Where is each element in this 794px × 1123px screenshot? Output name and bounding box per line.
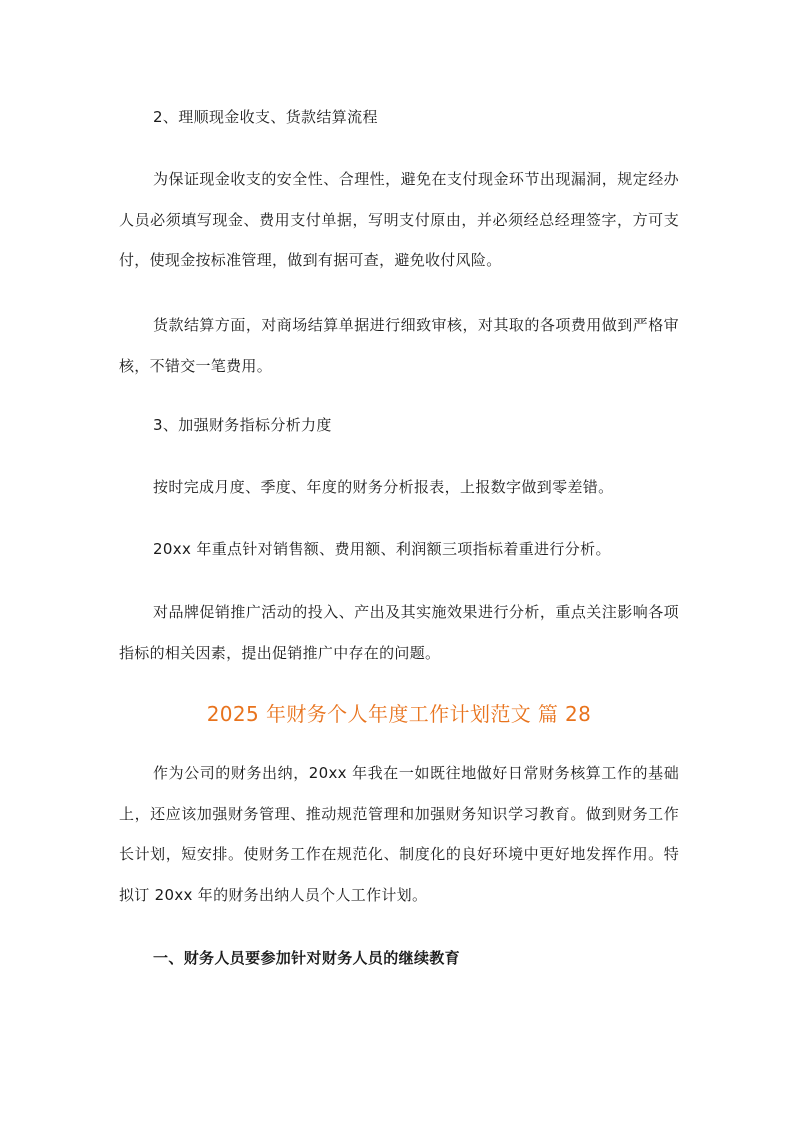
paragraph-payment-settlement: 货款结算方面，对商场结算单据进行细致审核，对其取的各项费用做到严格审核，不错交一笔费用。 (119, 316, 679, 375)
paragraph-promotion-analysis: 对品牌促销推广活动的投入、产出及其实施效果进行分析，重点关注影响各项指标的相关因素，提出促销推广中存在的问题。 (119, 603, 679, 662)
subheading-cash-flow: 2、理顺现金收支、货款结算流程 (153, 108, 378, 126)
subheading-continuing-education: 一、财务人员要参加针对财务人员的继续教育 (153, 949, 461, 967)
paragraph-reports: 按时完成月度、季度、年度的财务分析报表，上报数字做到零差错。 (153, 478, 614, 496)
subheading-financial-analysis: 3、加强财务指标分析力度 (153, 416, 332, 434)
section-title: 2025 年财务个人年度工作计划范文 篇 28 (206, 702, 592, 726)
paragraph-introduction: 作为公司的财务出纳，20xx 年我在一如既往地做好日常财务核算工作的基础上，还应该加强财务管理、推动规范管理和加强财务知识学习教育。做到财务工作长计划，短安排。使财务工作在规范化、制度化的良好环境中更好地发挥作用。特拟订 20xx 年的财务出纳人员个人工作计划。 (119, 764, 679, 904)
paragraph-key-indicators: 20xx 年重点针对销售额、费用额、利润额三项指标着重进行分析。 (153, 540, 611, 558)
paragraph-cash-control: 为保证现金收支的安全性、合理性，避免在支付现金环节出现漏洞，规定经办人员必须填写现金、费用支付单据，写明支付原由，并必须经总经理签字，方可支付，使现金按标准管理，做到有据可查，避免收付风险。 (119, 170, 679, 269)
